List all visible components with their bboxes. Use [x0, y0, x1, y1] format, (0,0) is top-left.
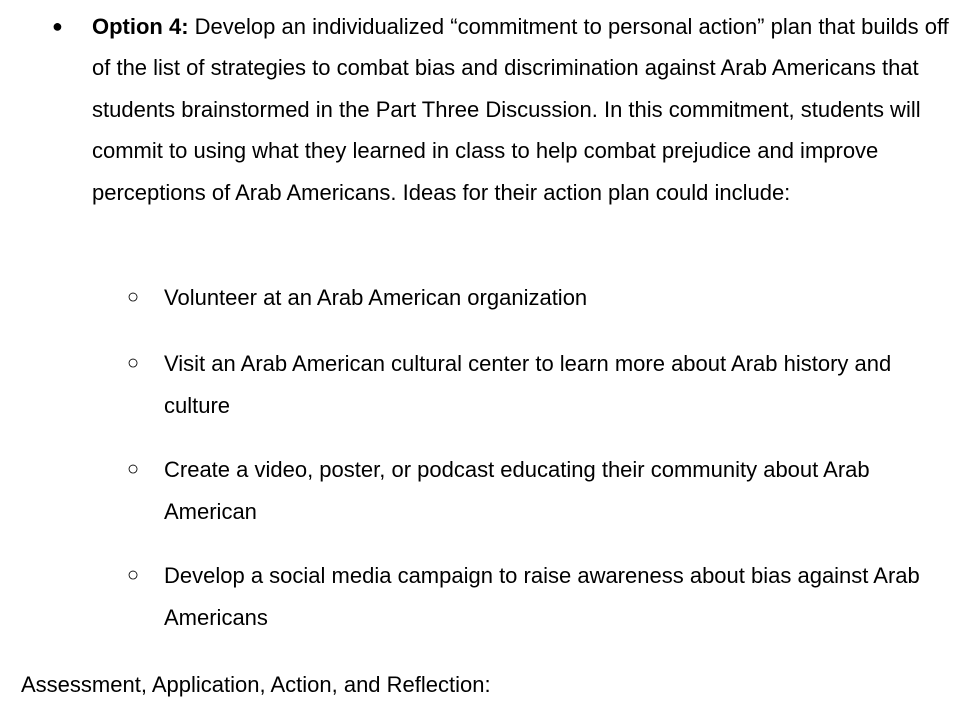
sub-bullet: ○	[127, 286, 140, 308]
option-bullet: ●	[52, 16, 63, 36]
option-4-paragraph	[92, 6, 952, 213]
option-label: Option 4:	[92, 14, 189, 39]
list-item-text: Volunteer at an Arab American organization	[164, 285, 588, 310]
list-item-text: Develop a social media campaign to raise awareness about bias against Arab Americans	[164, 563, 920, 630]
list-item-text: Visit an Arab American cultural center to learn more about Arab history and culture	[164, 351, 892, 418]
list-item-text: Create a video, poster, or podcast educating their community about Arab American	[164, 457, 870, 524]
section-heading: Assessment, Application, Action, and Reflection:	[21, 672, 491, 697]
sub-bullet: ○	[127, 458, 140, 480]
sub-bullet: ○	[127, 352, 140, 374]
option-text: Develop an individualized “commitment to personal action” plan that builds off of the list of strategies to combat bias and discrimination against Arab Americans that students brainstormed in the Part Three Discussion. In this commitment, students will commit to using what they learned in class to help combat prejudice and improve perceptions of Arab Americans. Ideas for their action plan could include:	[92, 14, 949, 205]
sub-bullet: ○	[127, 564, 140, 586]
